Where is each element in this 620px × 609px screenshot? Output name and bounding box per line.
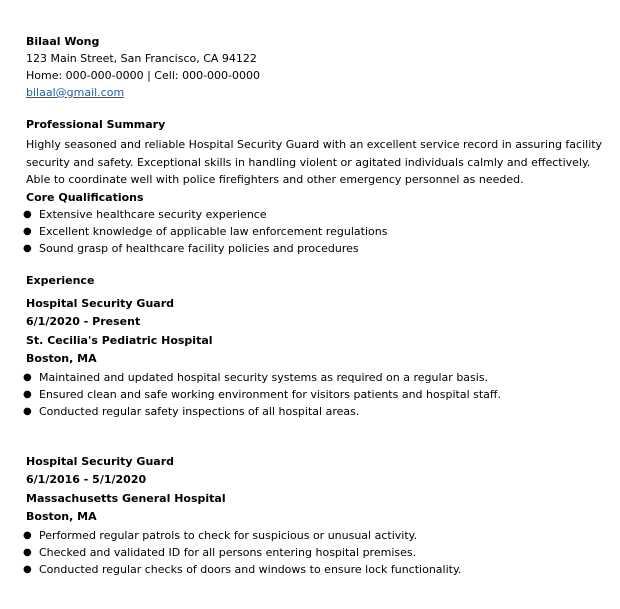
list-item: ● Ensured clean and safe working environment for visitors patients and hospital staff. [23,387,501,401]
job-employer: Massachusetts General Hospital [26,491,226,505]
job-entry [23,453,606,578]
qualifications-heading: Core Qualifications [26,190,144,204]
summary-text: Highly seasoned and reliable Hospital Security Guard with an excellent service record in assuring facility security and safety. Exceptional skills in handling violent or agitated individuals calmly and effectively. Able to coordinate well with police firefighters and other emergency personnel as needed. [26,138,603,186]
experience-heading: Experience [26,273,95,287]
bullet-icon: ● [23,208,32,220]
bullet-icon: ● [23,529,32,541]
candidate-name: Bilaal Wong [26,35,100,48]
duties-list [23,527,606,578]
contact-block [26,33,606,101]
bullet-icon: ● [23,371,32,383]
address: 123 Main Street, San Francisco, CA 94122 [26,52,257,65]
job-title: Hospital Security Guard [26,454,175,468]
job-dates: 6/1/2016 - 5/1/2020 [26,472,147,486]
job-location: Boston, MA [26,509,97,523]
list-item: ● Checked and validated ID for all persons entering hospital premises. [23,545,417,559]
email-link[interactable]: bilaal@gmail.com [26,86,125,99]
list-item: ● Conducted regular safety inspections of all hospital areas. [23,404,360,418]
bullet-icon: ● [23,405,32,417]
job-title: Hospital Security Guard [26,296,175,310]
bullet-icon: ● [23,563,32,575]
duties-list [23,369,606,420]
list-item: ● Performed regular patrols to check for suspicious or unusual activity. [23,528,418,542]
bullet-icon: ● [23,242,32,254]
job-employer: St. Cecilia's Pediatric Hospital [26,333,213,347]
resume-page [23,33,606,578]
bullet-icon: ● [23,546,32,558]
list-item: ● Maintained and updated hospital security systems as required on a regular basis. [23,370,489,384]
bullet-icon: ● [23,388,32,400]
list-item: ● Excellent knowledge of applicable law enforcement regulations [23,224,388,238]
bullet-icon: ● [23,225,32,237]
list-item: ● Conducted regular checks of doors and windows to ensure lock functionality. [23,562,462,576]
list-item: ● Extensive healthcare security experience [23,207,267,221]
list-item: ● Sound grasp of healthcare facility policies and procedures [23,241,359,255]
summary-heading: Professional Summary [26,118,166,131]
phone-numbers: Home: 000-000-0000 | Cell: 000-000-0000 [26,69,260,82]
job-entry [23,295,606,420]
job-dates: 6/1/2020 - Present [26,314,141,328]
qualifications-list [23,206,606,257]
job-location: Boston, MA [26,351,97,365]
